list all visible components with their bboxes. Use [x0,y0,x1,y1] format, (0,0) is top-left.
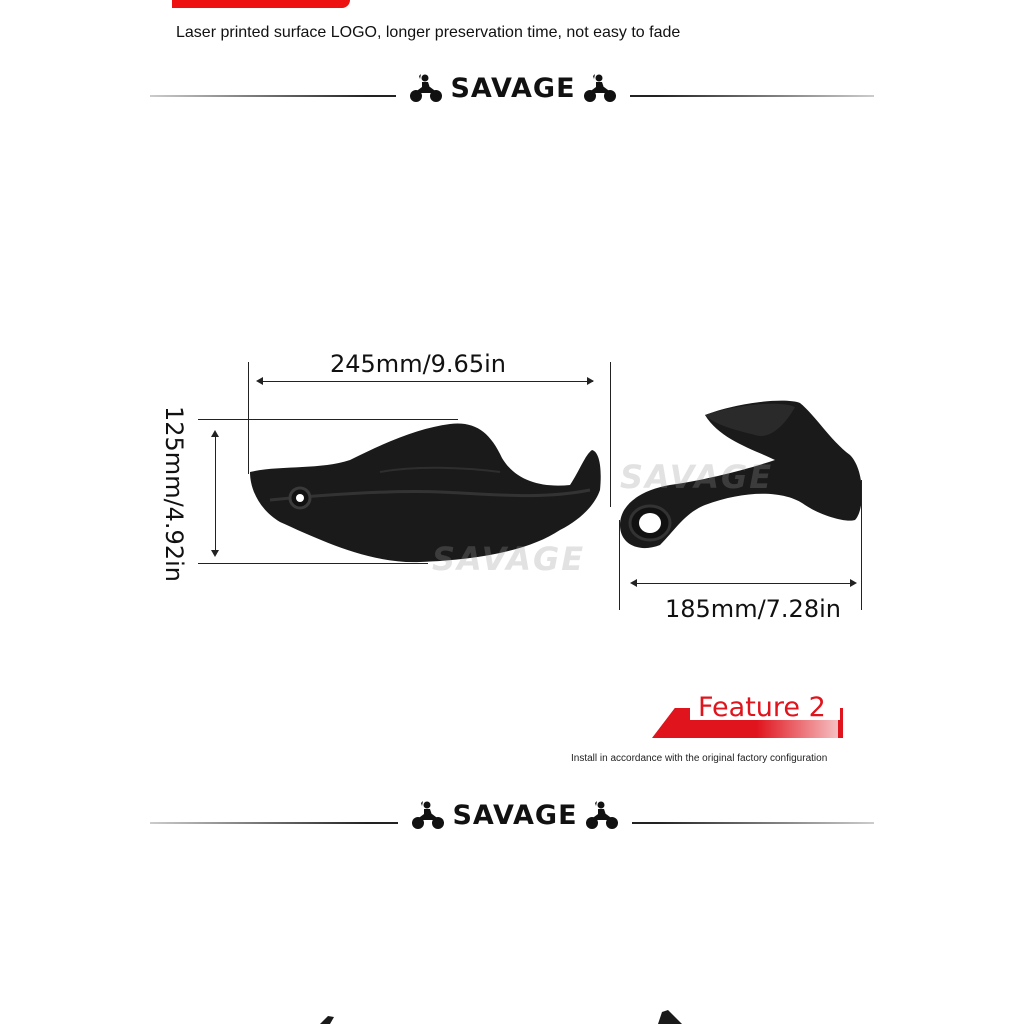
width-arrow-right-icon [850,579,857,587]
motorcycle-rider-icon [582,73,618,103]
width-dimension-label: 185mm/7.28in [665,595,841,623]
feature-1-description: Laser printed surface LOGO, longer preservation time, not easy to fade [176,24,681,41]
brand-header-1 [396,70,630,106]
width-extension-left [619,520,620,610]
length-arrow-line [258,381,593,382]
length-dimension-label: 245mm/9.65in [330,350,506,378]
watermark-text-2: SAVAGE [620,458,774,496]
feature-2-description: Install in accordance with the original factory configuration [571,753,828,764]
width-extension-right [861,480,862,610]
motorcycle-rider-icon [408,73,444,103]
width-arrow-line [632,583,854,584]
brand-header-2 [398,797,632,833]
motorcycle-rider-icon [584,800,620,830]
handguard-partial-right [656,1008,686,1024]
feature-2-title: Feature 2 [698,692,826,723]
height-dimension-label: 125mm/4.92in [160,406,188,582]
height-arrow-line [215,432,216,554]
length-arrow-left-icon [256,377,263,385]
feature-1-red-tab [172,0,350,8]
brand-logo-text: SAVAGE [452,799,578,831]
brand-logo-text: SAVAGE [450,72,576,104]
motorcycle-rider-icon [410,800,446,830]
handguard-partial-left [318,1014,338,1024]
length-arrow-right-icon [587,377,594,385]
height-arrow-bottom-icon [211,550,219,557]
height-arrow-top-icon [211,430,219,437]
watermark-text: SAVAGE [432,540,586,578]
width-arrow-left-icon [630,579,637,587]
